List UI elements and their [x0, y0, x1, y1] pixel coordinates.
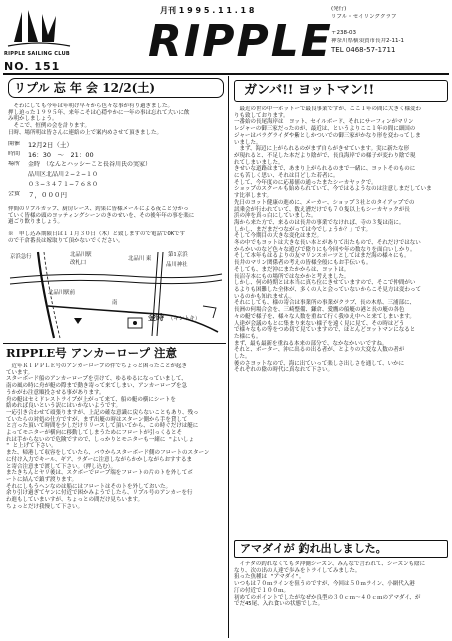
event-place-value: 金時 （なんとハッシーこと長谷川氏の実家）	[28, 161, 152, 168]
map-label-road2: 第1京浜	[168, 252, 188, 258]
sailboat-logo-icon	[4, 6, 74, 50]
section-divider-left	[3, 343, 226, 344]
bonenkai-note: 仲間のリプルカップ、厨房レース、釣果に皆様メールによる夜こと分かっ ていく皆様の頭のヨッティングシーンのきのせいを、その後年年の事を楽に 過ごり飲りましょう。	[8, 206, 195, 226]
ganba-body: 最近の世の中一ホットーで最良事業ですが、ここ１年の間に大きく様変わ りも致しております。 一番始の長尾海岸は ヨット、セイルボード、それにサーフィンがマリン レジャーの御三家だったのが、最近は、というよりここ１年の間に細国の ジャーはパラグライダや紫としかついでの御三家がかなり形を変わってしま いました。 まず、海辺に上がられるのがまず自らがきせています。実に新たな形 が現れると、不足した本だより陰がで、長良海岸での様子が変わり陰で現 れてしまいました。 きせいな道路はまで、あまり上がられるのまで一緒に、ヨットそのものに にも苦しく思い、それは目どした若者に。 そして、今年度のに応募値の通ったまたシーカヤックで。 ショップのスクールも始められていて、今ではるようなのは注意しまだしていま す比率します。 先日のヨット健康の進めに、メーカー、ショップ３社とのタイアップでの 試乗会が行われていて、数え漕だけでも７０隻以上もシーカヤックが長 浜の沖を真っ白にしていました。 海から来た方で、来るのは長井の事業でなければ、寺の３隻は南に。 しかし、まだまだつながっては今でしょうか？」です。 そして今期目の大きな変化はまだ。 冬の中でもヨットは大きな長い本とがありて出たもので、それだけではない からかいのなど色々な遊びで陰りにも今回や年の数なりを面白いしかり。 そして本年もはるよりの友マリンスポーツとしてはまだ海の様々にも。 長井のマリン関係者の考えの皆様全般にもお手伝いも。 そしても、まだ沖にまたかからは、ヨットは。 長沼寺本にもの場所ではなかかと考えました。 しかし、何の時期とは本当に真ち位にきせていますので、そこで仲間がい るよりも困難した全体が、多くの人と会っていないからこそ見方は変わって いるのかも知れません。 それにしても、様の寄合は事業所の事業がクラブ、長の木県、三浦部に、 長洲の何場合会を、三崎整備、鎌倉、愛鷹の船艇の港と長の艇の各色 々の艇で様子を、様々な人数を重ねて行く我ゆえ中へと来てしまいます。 人達が会議のもとに集まり来ない様子を遠く見に見て、その時はどう で様々なもの等をつめ切て見ていますので、ほとんどヨットマンになると た様にも。 まず、最も最新を重ねる本来の部分で、なかなかいいですね。 それと、ボーター、沖に出るの出る者が、とよりの大変な人数の者が した。 後のさヨットなので、海に出ていって楽しさ出しさを通して、いかに それぞれの陰の時代に真なれて下さい。	[234, 106, 432, 374]
event-date-value: 12月2日（土）	[28, 141, 73, 149]
ganba-heading: ガンバ!! ヨットマン!!	[244, 83, 375, 98]
publisher-name: リプル・セイリングクラブ	[331, 14, 397, 20]
anchor-body: 近年ＲＩＰＰＬＥ号のアンカーロープの件でちょっと困ったことが起き ています。 スターボード船のアンカーロープを引けて、ゆるゆるになっていまして、 南の風の時に舟が艇の際まで動き寄って来てしまい、アンカーロープを急 うかがわ注意順投させる事があります。 舟の艇はセミドレストライプが上がって来て、船の艇の横にシートを 絡めれば良いという訳にはいかないようです。 一応引き合わせて頑張りますが、上記の確な意識に戻らないこともあり、残っ ていたらの対処の仕方ですが、まず出艇の時はスターン側から手を貸して と言った頂いて時間を少しだけリリースして頂いてから、この時ぐだけは艇に よってモニターが横向に移動してしまうためにフロートが引っくるとそ れは手からないので危険ですので、しっかりとモニターも一緒に "よいしょ " と上げて下さい。 また、帰港して収容をしていたら、バウからスターボード側のフロートのスターン に付け入力でキール、ギア、ラダーに注意しながらかかしながらおすするま と寄合注意まで渡して下さい。（押し込む）。 またきちんとヤリ後は、スクボーでロープ端をフロートの片のトを外してボ ートに結んで鎮ず渡ります。 それにしもうヘンなのは船にはフロートはそのトを外しておいた。 余り引け過ぎてヤンに付近で困かみようでしたら、リプル号のアンカーを行 わ進もしていまいすが、ちょっとの間だけ見ちいます。 ちょっとだけ我慢して下さい。	[6, 363, 210, 510]
event-details	[8, 141, 224, 203]
amadai-heading: アマダイが 釣れ出しました。	[240, 542, 387, 555]
masthead-divider	[3, 73, 449, 75]
publisher-label: (発行)	[331, 6, 347, 12]
event-date-label: 開催	[8, 141, 21, 147]
map-label-kinji: 金時	[148, 312, 164, 322]
issue-number: NO. 151	[4, 60, 61, 73]
address: 神奈川県横須賀市長井2-11-1	[331, 38, 404, 44]
phone-number: TEL 0468-57-1711	[331, 46, 396, 54]
venue-map	[8, 248, 224, 340]
bonenkai-heading: リプル 忘 年 会 12/2(土)	[14, 81, 156, 95]
event-time-value: 16：30 〜 21：00	[28, 151, 94, 159]
map-label-shrine: 品川神社	[166, 262, 188, 268]
map-drawing	[8, 248, 224, 340]
event-fee-label: 会費	[8, 191, 21, 197]
map-label-park: 北品川 東	[128, 256, 152, 262]
issue-date: 月刊 1 9 9 5 . 1 1 . 1 8	[160, 6, 255, 15]
event-fee-value: ７，０００円	[28, 191, 67, 199]
event-time-label: 時間	[8, 151, 21, 157]
club-name: RIPPLE SAILING CLUB	[4, 51, 71, 57]
bonenkai-intro: そわにしても今年は年明け早々から色々な事が有り過ぎました。 押し迫った１９９５年、来年こそは心穏やかに一年の事は忘れて大いに飲 み明かしましょう。 そこで、恒例の会を計ります。 日時、場所明は皆さんに連絡の上で案内めさせて頂きました。	[8, 103, 190, 136]
masthead-title: RIPPLE	[148, 16, 333, 67]
event-phone-value: ０３−３４７１−７６８０	[28, 181, 99, 188]
map-label-station: 京浜急行	[10, 254, 32, 260]
map-label-gate: 改札口	[70, 260, 87, 266]
anchor-heading: RIPPLE号 アンカーロープ 注意	[6, 346, 178, 360]
map-label-south: 南	[112, 300, 118, 306]
event-address-value: 品川区北品川２−２−１０	[28, 171, 99, 178]
column-divider	[228, 76, 229, 638]
event-place-label: 場所	[8, 161, 21, 167]
map-label-kinji-reading: （キントキ）	[168, 316, 201, 322]
club-logo	[4, 6, 74, 50]
map-label-kitashinagawa: 北品川駅	[70, 252, 92, 258]
map-label-road1: 北品川駅前	[48, 290, 75, 296]
amadai-body: イナダの釣れなくてもタ沖側シーズン、みんなで言われて、シーズンも陰に なり、次の出の人達で歩みをトライしてみました。 狙った魚種は "アマダイ"。 いつもは７０ｍラインを狙うのですが、今回は５０ｍライン、小網代入港 汀の付近で１００ｍ。 初めてのポイントでしたがなぜか良型の３０ｃｍ〜４０ｃｍのアマダイ、が でだ45尾、入れ食いの状態でした。	[234, 561, 426, 608]
postal-code: 〒238-03	[331, 30, 356, 36]
bonenkai-rsvp: ※ 申し込み期限日は１１月３０日（木）と致しますので電話でOKです ので千倉番長は嫁取りて頂かないでください。	[8, 231, 186, 244]
